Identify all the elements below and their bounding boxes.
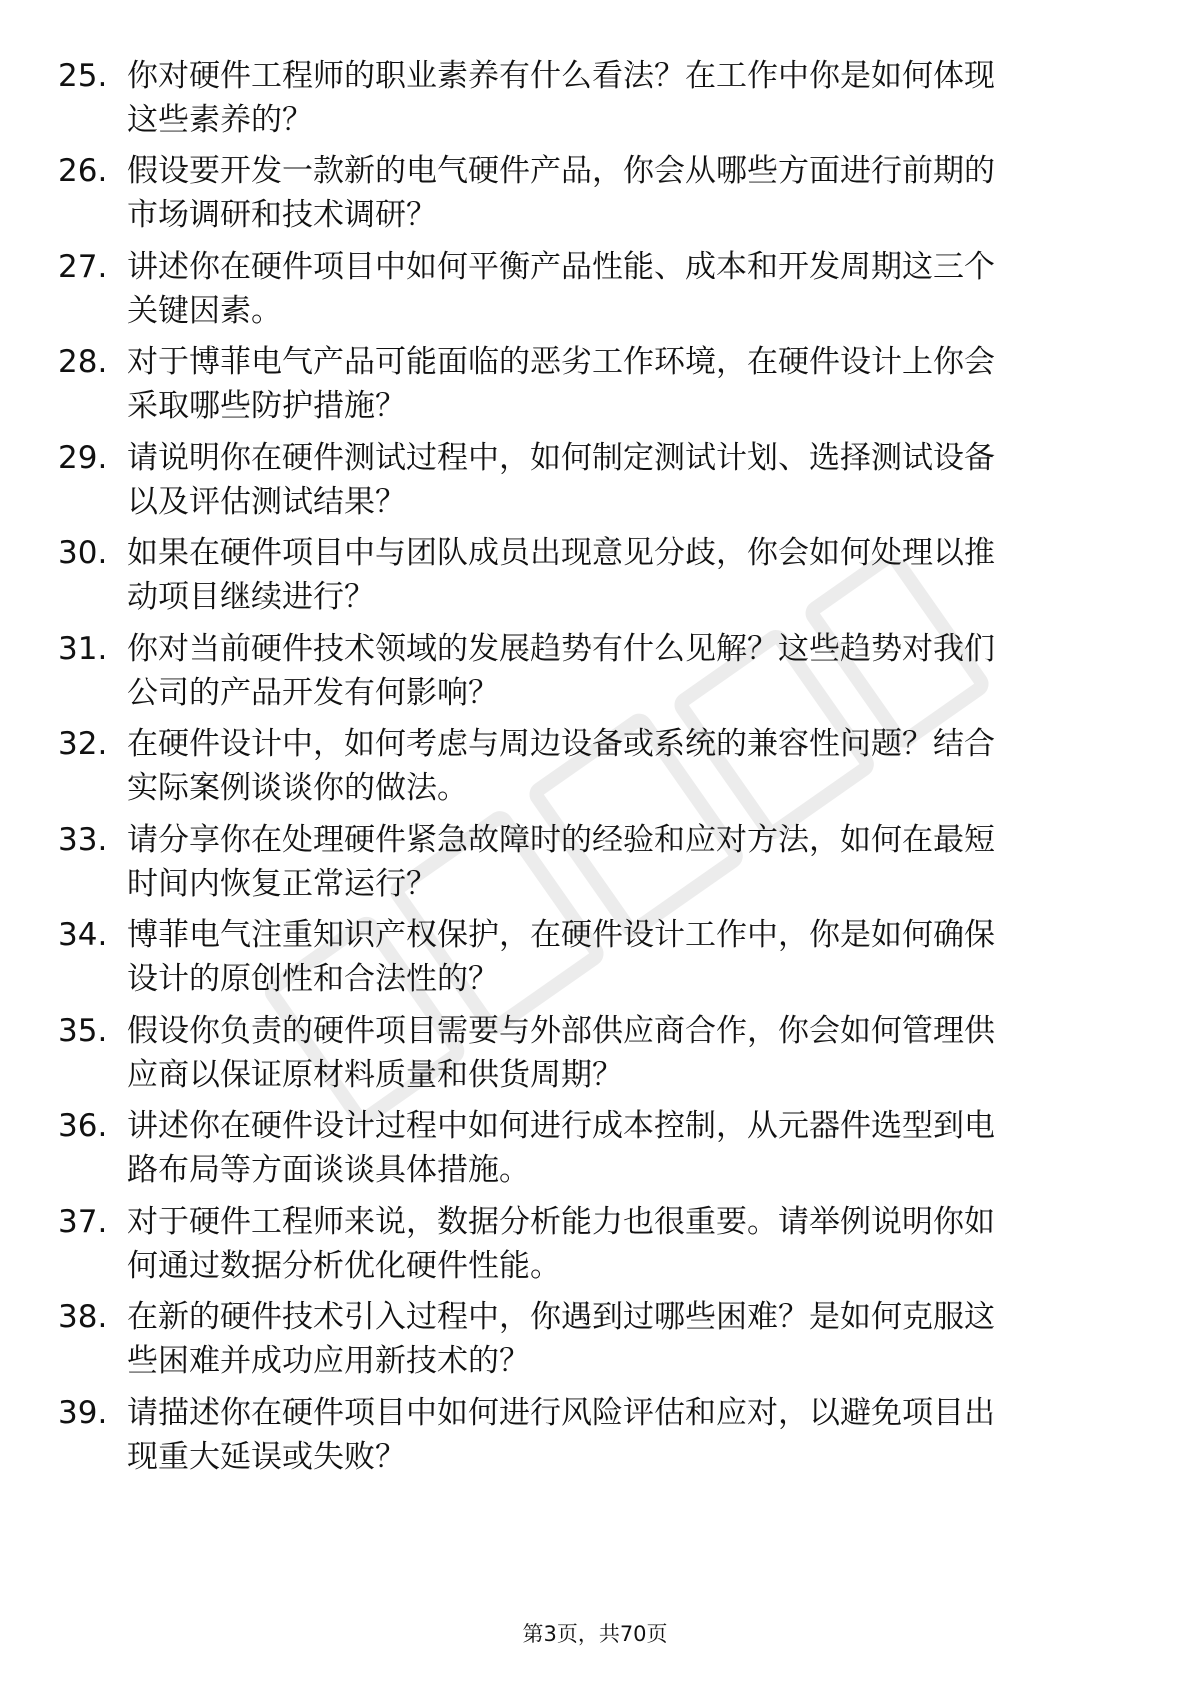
question-item — [0, 54, 1190, 144]
question-number: 36. — [58, 1108, 108, 1144]
question-number: 32. — [58, 726, 108, 762]
question-number: 39. — [58, 1395, 108, 1431]
question-text: 在硬件设计中，如何考虑与周边设备或系统的兼容性问题？结合 实际案例谈谈你的做法。 — [127, 726, 995, 806]
question-number: 28. — [58, 344, 108, 380]
question-text: 博菲电气注重知识产权保护，在硬件设计工作中，你是如何确保 设计的原创性和合法性的？ — [127, 917, 995, 997]
question-number: 33. — [58, 822, 108, 858]
question-number: 31. — [58, 631, 108, 667]
question-item — [0, 436, 1190, 526]
question-number: 25. — [58, 58, 108, 94]
question-number: 34. — [58, 917, 108, 953]
question-text: 你对硬件工程师的职业素养有什么看法？在工作中你是如何体现 这些素养的？ — [127, 58, 995, 138]
question-text: 对于博菲电气产品可能面临的恶劣工作环境，在硬件设计上你会 采取哪些防护措施？ — [127, 344, 995, 424]
question-item — [0, 245, 1190, 335]
question-text: 你对当前硬件技术领域的发展趋势有什么见解？这些趋势对我们 公司的产品开发有何影响？ — [127, 631, 995, 711]
question-text: 假设要开发一款新的电气硬件产品，你会从哪些方面进行前期的 市场调研和技术调研？ — [127, 153, 995, 233]
question-item — [0, 818, 1190, 908]
question-item — [0, 627, 1190, 717]
question-number: 37. — [58, 1204, 108, 1240]
question-item — [0, 1104, 1190, 1194]
question-text: 假设你负责的硬件项目需要与外部供应商合作，你会如何管理供 应商以保证原材料质量和供货周期？ — [127, 1013, 995, 1093]
question-text: 对于硬件工程师来说，数据分析能力也很重要。请举例说明你如 何通过数据分析优化硬件性能。 — [127, 1204, 995, 1284]
question-text: 请说明你在硬件测试过程中，如何制定测试计划、选择测试设备 以及评估测试结果？ — [127, 440, 995, 520]
question-item — [0, 340, 1190, 430]
page-number: 第3页，共70页 — [522, 1622, 668, 1646]
question-item — [0, 1200, 1190, 1290]
question-number: 35. — [58, 1013, 108, 1049]
question-text: 讲述你在硬件项目中如何平衡产品性能、成本和开发周期这三个 关键因素。 — [127, 249, 995, 329]
question-text: 请分享你在处理硬件紧急故障时的经验和应对方法，如何在最短 时间内恢复正常运行？ — [127, 822, 995, 902]
page-footer — [0, 1619, 1190, 1649]
question-item — [0, 722, 1190, 812]
question-text: 如果在硬件项目中与团队成员出现意见分歧，你会如何处理以推 动项目继续进行？ — [127, 535, 995, 615]
question-text: 讲述你在硬件设计过程中如何进行成本控制，从元器件选型到电 路布局等方面谈谈具体措施。 — [127, 1108, 995, 1188]
question-number: 29. — [58, 440, 108, 476]
question-number: 30. — [58, 535, 108, 571]
question-text: 在新的硬件技术引入过程中，你遇到过哪些困难？是如何克服这 些困难并成功应用新技术的？ — [127, 1299, 995, 1379]
question-item — [0, 149, 1190, 239]
question-item — [0, 1009, 1190, 1099]
question-item — [0, 1295, 1190, 1385]
question-item — [0, 1391, 1190, 1481]
question-number: 38. — [58, 1299, 108, 1335]
question-text: 请描述你在硬件项目中如何进行风险评估和应对，以避免项目出 现重大延误或失败？ — [127, 1395, 995, 1475]
question-number: 27. — [58, 249, 108, 285]
question-item — [0, 531, 1190, 621]
question-number: 26. — [58, 153, 108, 189]
question-item — [0, 913, 1190, 1003]
